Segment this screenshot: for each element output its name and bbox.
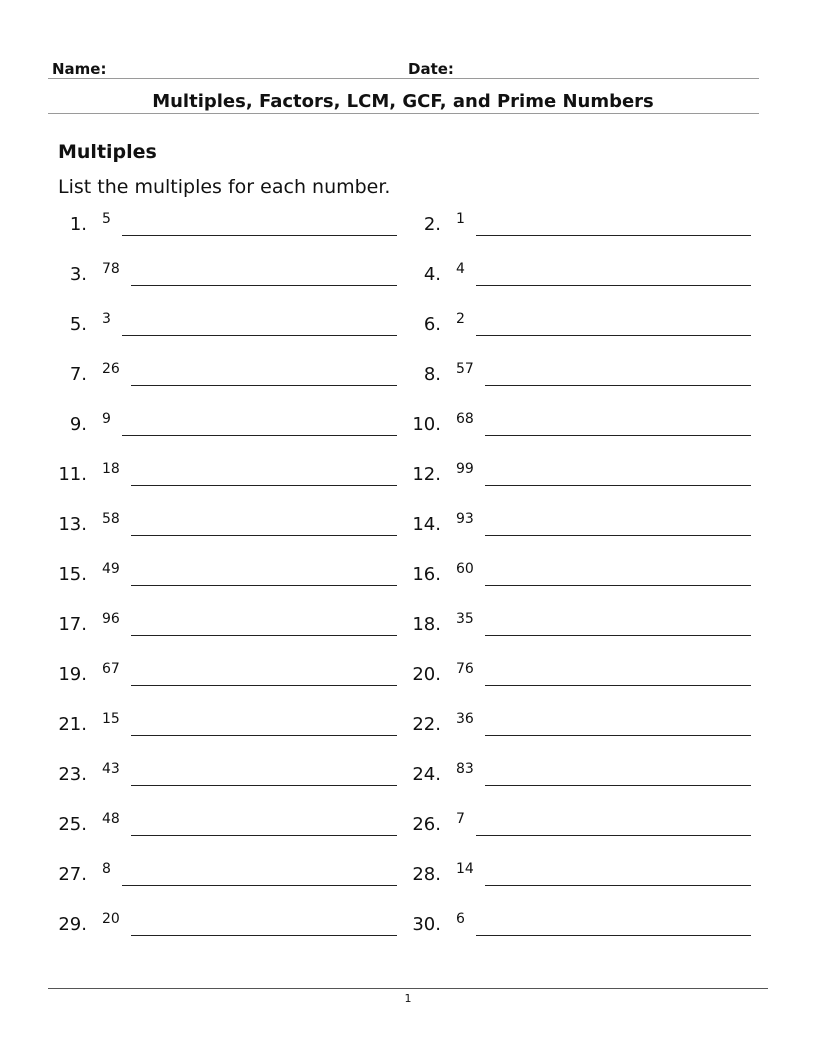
problem-number: 4. — [423, 264, 441, 285]
problem-value: 83 — [456, 761, 474, 777]
problem-value: 68 — [456, 411, 474, 427]
problem-item — [411, 561, 756, 591]
problem-item — [411, 361, 756, 391]
answer-line[interactable] — [485, 685, 751, 686]
problem-item — [57, 611, 402, 641]
answer-line[interactable] — [131, 685, 397, 686]
problem-number: 6. — [423, 314, 441, 335]
problem-item — [411, 861, 756, 891]
answer-line[interactable] — [476, 285, 751, 286]
problem-value: 58 — [102, 511, 120, 527]
problem-number: 20. — [412, 664, 441, 685]
problem-number: 17. — [58, 614, 87, 635]
problem-number: 25. — [58, 814, 87, 835]
answer-line[interactable] — [485, 585, 751, 586]
answer-line[interactable] — [122, 335, 397, 336]
problem-value: 18 — [102, 461, 120, 477]
answer-line[interactable] — [131, 535, 397, 536]
problem-value: 15 — [102, 711, 120, 727]
problem-number: 24. — [412, 764, 441, 785]
answer-line[interactable] — [131, 385, 397, 386]
problem-number: 10. — [412, 414, 441, 435]
page-number: 1 — [404, 992, 412, 1005]
problem-value: 5 — [102, 211, 111, 227]
problem-value: 6 — [456, 911, 465, 927]
problem-item — [411, 911, 756, 941]
problem-number: 13. — [58, 514, 87, 535]
problem-value: 20 — [102, 911, 120, 927]
problem-item — [411, 311, 756, 341]
answer-line[interactable] — [122, 885, 397, 886]
problem-item — [57, 411, 402, 441]
problem-value: 2 — [456, 311, 465, 327]
answer-line[interactable] — [122, 235, 397, 236]
section-heading: Multiples — [58, 141, 157, 163]
problem-number: 1. — [69, 214, 87, 235]
problem-value: 4 — [456, 261, 465, 277]
problem-value: 9 — [102, 411, 111, 427]
problem-item — [411, 661, 756, 691]
problem-value: 96 — [102, 611, 120, 627]
problem-item — [411, 261, 756, 291]
problem-number: 5. — [69, 314, 87, 335]
problem-value: 7 — [456, 811, 465, 827]
problem-item — [57, 511, 402, 541]
problem-value: 26 — [102, 361, 120, 377]
problem-value: 3 — [102, 311, 111, 327]
problem-item — [411, 811, 756, 841]
problem-value: 35 — [456, 611, 474, 627]
problem-item — [57, 861, 402, 891]
problem-number: 8. — [423, 364, 441, 385]
answer-line[interactable] — [485, 535, 751, 536]
answer-line[interactable] — [131, 285, 397, 286]
title-divider — [48, 113, 759, 114]
header-divider — [48, 78, 759, 79]
problem-item — [57, 811, 402, 841]
problem-item — [411, 511, 756, 541]
problem-item — [411, 211, 756, 241]
answer-line[interactable] — [476, 935, 751, 936]
problem-item — [57, 261, 402, 291]
answer-line[interactable] — [476, 335, 751, 336]
problem-number: 29. — [58, 914, 87, 935]
answer-line[interactable] — [131, 785, 397, 786]
footer-divider — [48, 988, 768, 989]
problem-item — [57, 711, 402, 741]
problem-item — [57, 761, 402, 791]
answer-line[interactable] — [485, 735, 751, 736]
answer-line[interactable] — [476, 235, 751, 236]
problem-value: 8 — [102, 861, 111, 877]
page-title: Multiples, Factors, LCM, GCF, and Prime Numbers — [152, 91, 654, 112]
problem-number: 16. — [412, 564, 441, 585]
answer-line[interactable] — [131, 485, 397, 486]
problem-number: 9. — [69, 414, 87, 435]
problem-value: 76 — [456, 661, 474, 677]
answer-line[interactable] — [485, 485, 751, 486]
answer-line[interactable] — [485, 435, 751, 436]
problem-number: 21. — [58, 714, 87, 735]
problem-item — [411, 761, 756, 791]
problem-value: 43 — [102, 761, 120, 777]
problem-item — [57, 661, 402, 691]
answer-line[interactable] — [131, 835, 397, 836]
problem-value: 36 — [456, 711, 474, 727]
answer-line[interactable] — [131, 735, 397, 736]
problem-number: 22. — [412, 714, 441, 735]
answer-line[interactable] — [122, 435, 397, 436]
problem-item — [57, 361, 402, 391]
problem-value: 14 — [456, 861, 474, 877]
problem-number: 14. — [412, 514, 441, 535]
answer-line[interactable] — [476, 835, 751, 836]
problem-value: 78 — [102, 261, 120, 277]
date-label: Date: — [408, 60, 454, 78]
problem-number: 26. — [412, 814, 441, 835]
problem-number: 28. — [412, 864, 441, 885]
problem-number: 2. — [423, 214, 441, 235]
problem-item — [411, 611, 756, 641]
problem-number: 12. — [412, 464, 441, 485]
name-label: Name: — [52, 60, 107, 78]
problem-value: 57 — [456, 361, 474, 377]
problem-item — [57, 911, 402, 941]
problem-number: 3. — [69, 264, 87, 285]
problem-value: 99 — [456, 461, 474, 477]
problem-value: 49 — [102, 561, 120, 577]
problem-number: 18. — [412, 614, 441, 635]
answer-line[interactable] — [131, 635, 397, 636]
section-instruction: List the multiples for each number. — [58, 176, 391, 198]
problem-value: 67 — [102, 661, 120, 677]
problem-item — [57, 461, 402, 491]
problem-number: 7. — [69, 364, 87, 385]
problem-item — [57, 211, 402, 241]
problem-value: 60 — [456, 561, 474, 577]
answer-line[interactable] — [131, 585, 397, 586]
answer-line[interactable] — [131, 935, 397, 936]
problem-item — [411, 411, 756, 441]
problem-number: 19. — [58, 664, 87, 685]
problem-number: 30. — [412, 914, 441, 935]
answer-line[interactable] — [485, 885, 751, 886]
problem-number: 23. — [58, 764, 87, 785]
problem-number: 27. — [58, 864, 87, 885]
problem-item — [57, 561, 402, 591]
answer-line[interactable] — [485, 785, 751, 786]
answer-line[interactable] — [485, 385, 751, 386]
problem-value: 1 — [456, 211, 465, 227]
problem-number: 11. — [58, 464, 87, 485]
problem-value: 48 — [102, 811, 120, 827]
problem-item — [57, 311, 402, 341]
problem-item — [411, 711, 756, 741]
problem-number: 15. — [58, 564, 87, 585]
problem-item — [411, 461, 756, 491]
problem-value: 93 — [456, 511, 474, 527]
answer-line[interactable] — [485, 635, 751, 636]
